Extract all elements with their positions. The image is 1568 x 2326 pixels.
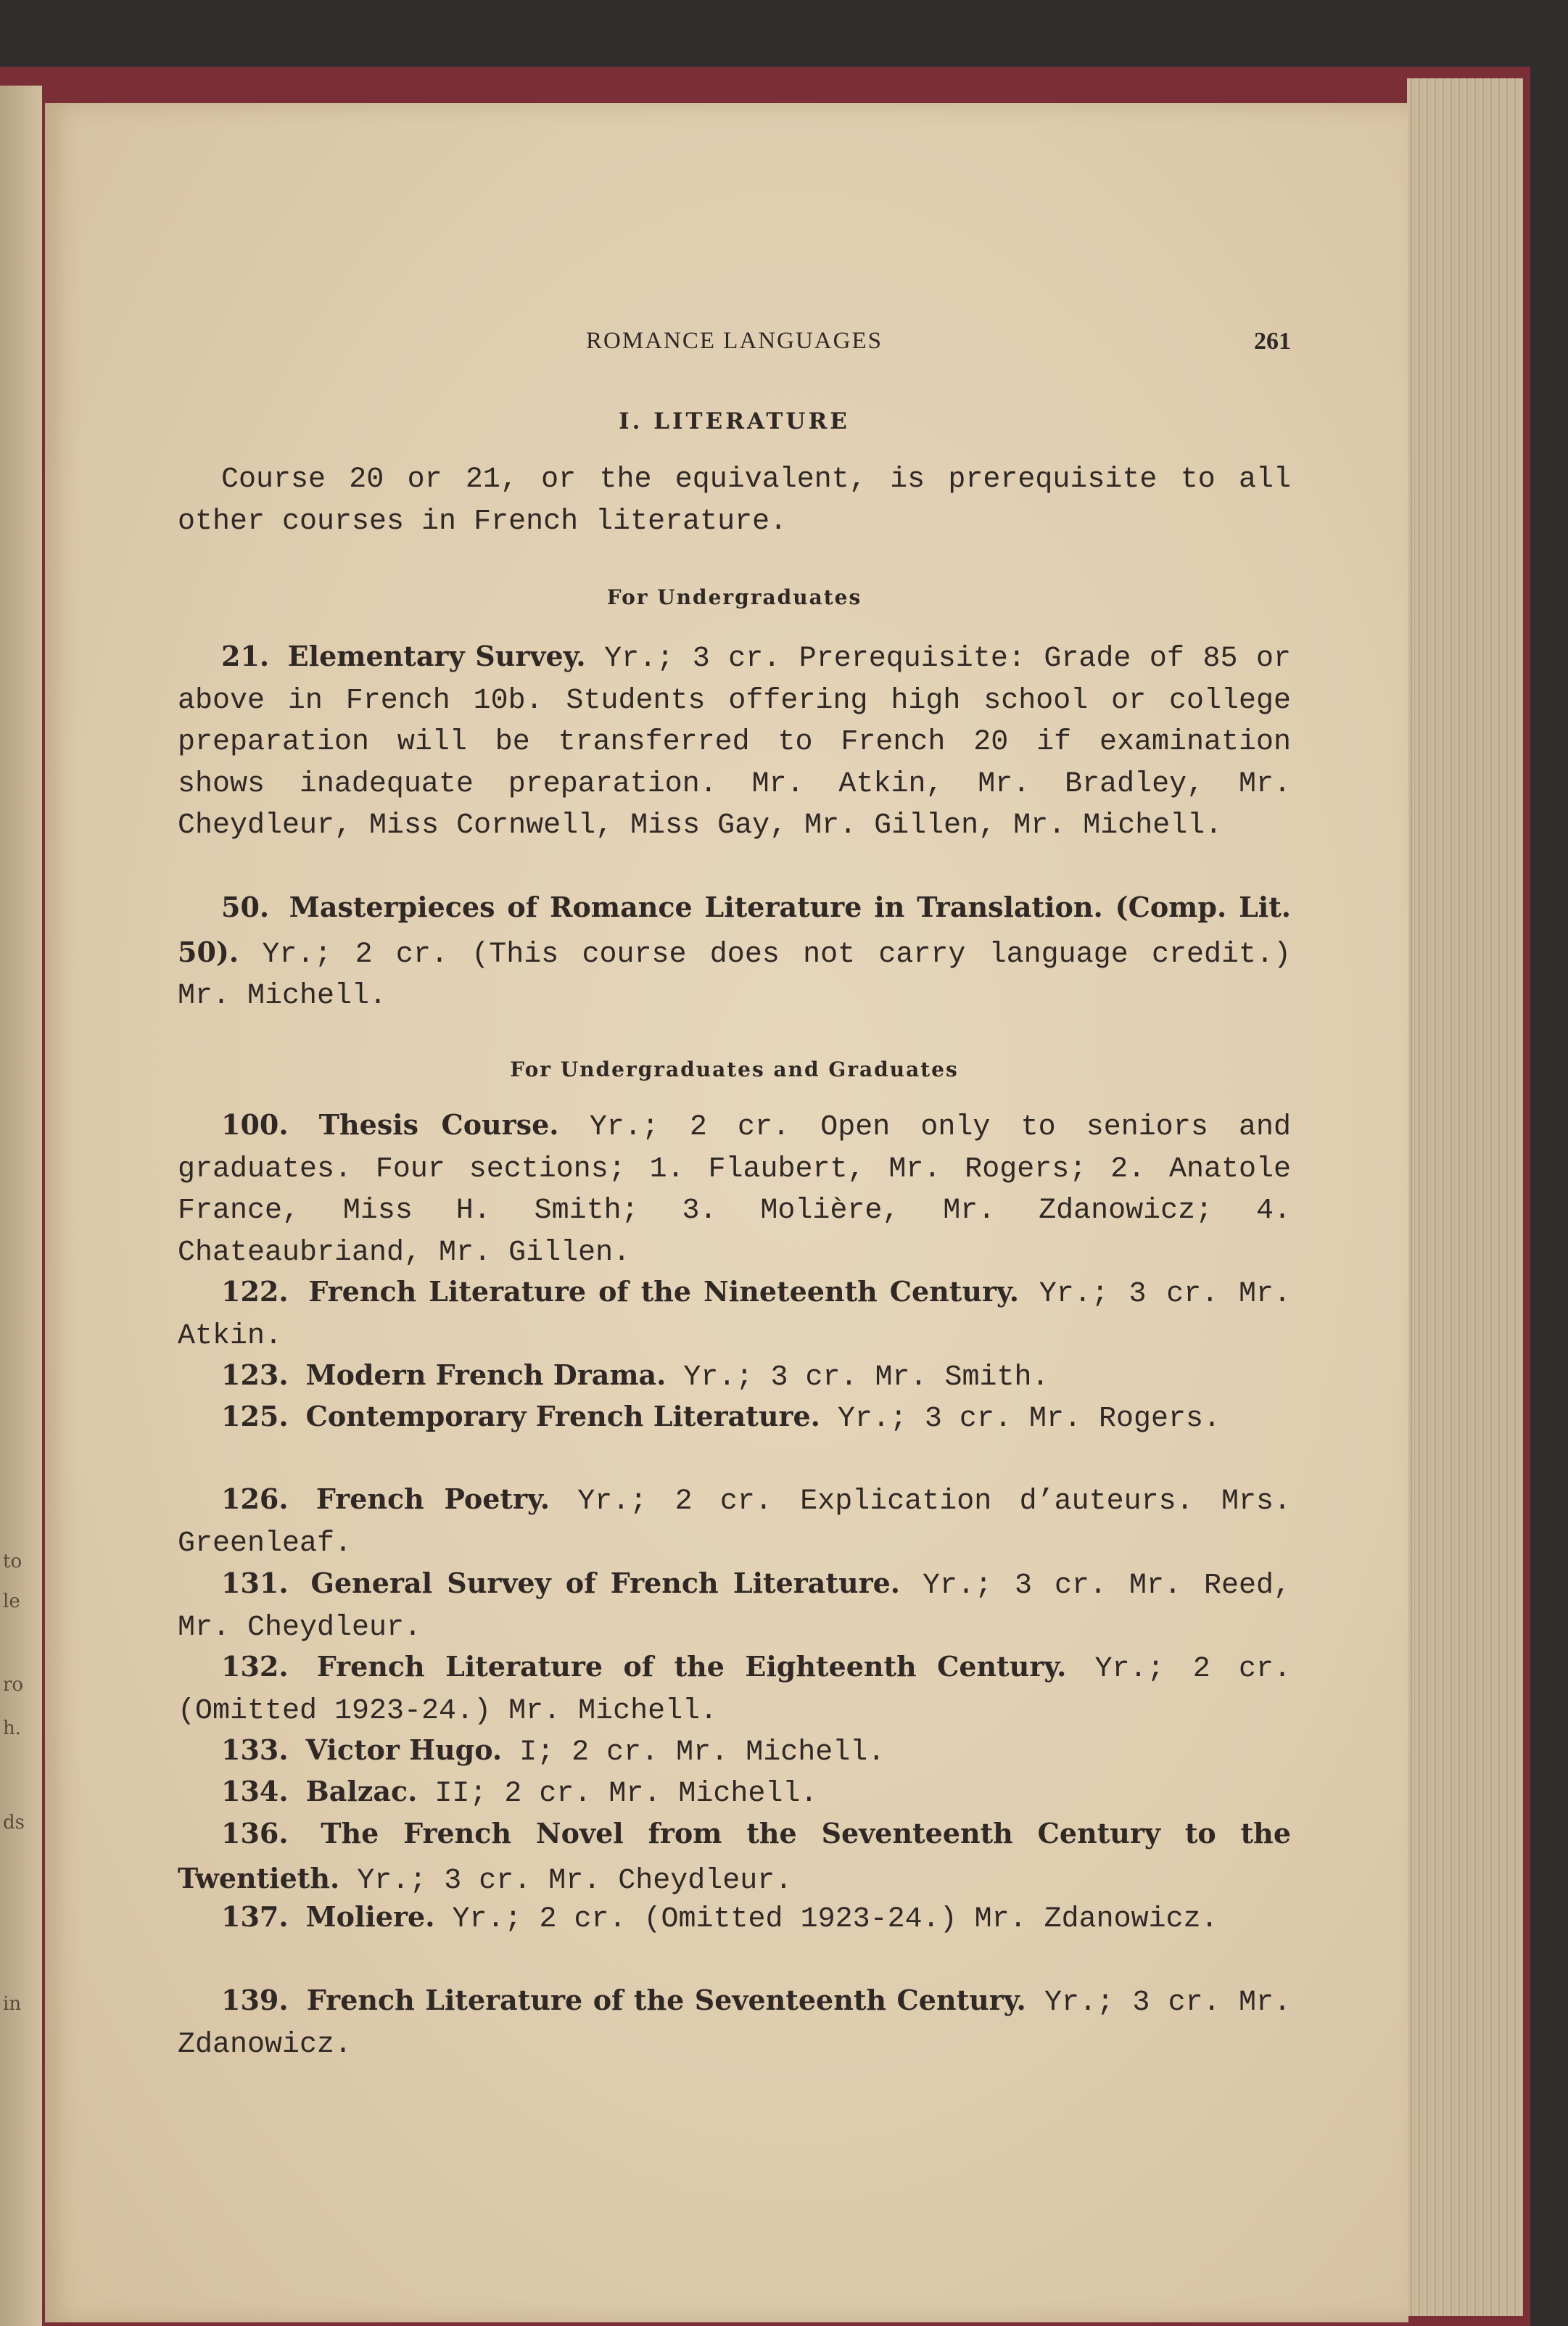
book-page — [45, 103, 1408, 2322]
previous-page-fragment: h. — [3, 1717, 22, 1739]
course-details: Yr.; 2 cr. (This course does not carry language credit.) Mr. Michell. — [178, 938, 1291, 1013]
course-number: 50. — [221, 891, 270, 923]
course-entry — [178, 1729, 1291, 1774]
course-title: Thesis Course. — [318, 1108, 559, 1141]
course-entry — [178, 1395, 1291, 1440]
course-details: Yr.; 2 cr. Explication d’auteurs. Mrs. Greenleaf. — [178, 1485, 1291, 1560]
previous-page-fragment: ro — [3, 1674, 24, 1696]
course-details: I; 2 cr. Mr. Michell. — [519, 1736, 886, 1769]
course-number: 122. — [221, 1275, 289, 1308]
course-number: 134. — [221, 1775, 289, 1807]
course-entry — [178, 1562, 1291, 1649]
course-entry — [178, 1812, 1291, 1902]
course-number: 139. — [221, 1984, 289, 2016]
course-title: Elementary Survey. — [287, 640, 586, 672]
course-entry — [178, 1979, 1291, 2066]
course-number: 136. — [221, 1817, 289, 1849]
course-entry — [178, 1770, 1291, 1815]
section-intro: Course 20 or 21, or the equivalent, is prerequisite to all other courses in French literature. — [178, 463, 1291, 538]
course-entry — [178, 1478, 1291, 1564]
page-stack-edge — [1407, 78, 1523, 2316]
previous-page-fragment: in — [3, 1993, 22, 2015]
course-title: French Literature of the Nineteenth Century. — [308, 1275, 1019, 1308]
course-details: Yr.; 3 cr. Mr. Smith. — [683, 1361, 1049, 1394]
course-details: Yr.; 3 cr. Mr. Cheydleur. — [357, 1864, 793, 1897]
previous-page-fragment: le — [3, 1591, 20, 1612]
course-details: Yr.; 2 cr. (Omitted 1923-24.) Mr. Michell. — [178, 1653, 1291, 1728]
course-title: Masterpieces of Romance Literature in Translation. (Comp. Lit. 50). — [178, 891, 1292, 968]
course-title: Contemporary French Literature. — [305, 1400, 820, 1432]
course-entry — [178, 1104, 1291, 1274]
previous-page-edge — [0, 86, 42, 2326]
course-details: Yr.; 3 cr. Mr. Reed, Mr. Cheydleur. — [178, 1570, 1291, 1644]
course-details: Yr.; 2 cr. (Omitted 1923-24.) Mr. Zdanowicz. — [452, 1903, 1218, 1936]
course-number: 126. — [221, 1482, 289, 1515]
course-entry — [178, 1646, 1291, 1732]
course-entry — [178, 1896, 1291, 1941]
course-title: General Survey of French Literature. — [310, 1567, 901, 1599]
running-head — [178, 328, 1291, 364]
course-details: Yr.; 3 cr. Prerequisite: Grade of 85 or above in French 10b. Students offering high school or college preparation will be transferred to French 20 if examination shows inadequate preparation. Mr. Atkin, Mr. Bradley, Mr. Cheydleur, Miss Cornwell, Miss Gay, Mr. Gillen, Mr. Michell. — [178, 643, 1292, 842]
previous-page-fragment: ds — [3, 1812, 25, 1834]
course-title: French Literature of the Eighteenth Century. — [316, 1650, 1067, 1683]
course-entry — [178, 1271, 1291, 1357]
course-details: Yr.; 3 cr. Mr. Rogers. — [837, 1403, 1221, 1435]
section-title: I. LITERATURE — [619, 408, 850, 434]
course-entry — [178, 635, 1291, 847]
course-number: 21. — [221, 640, 270, 672]
course-number: 125. — [221, 1400, 289, 1432]
course-details: Yr.; 3 cr. Mr. Zdanowicz. — [178, 1987, 1291, 2061]
course-number: 137. — [221, 1900, 289, 1933]
page-number: 261 — [1254, 328, 1291, 355]
course-details: Yr.; 3 cr. Mr. Atkin. — [178, 1278, 1291, 1353]
course-entry — [178, 886, 1291, 1018]
subhead-undergraduates-graduates: For Undergraduates and Graduates — [510, 1057, 959, 1081]
course-title: Modern French Drama. — [305, 1358, 667, 1391]
course-details: Yr.; 2 cr. Open only to seniors and graduates. Four sections; 1. Flaubert, Mr. Rogers; 2. Anatole France, Miss H. Smith; 3. Molière, Mr. Zdanowicz; 4. Chateaubriand, Mr. Gillen. — [178, 1111, 1292, 1269]
course-title: Victor Hugo. — [305, 1733, 503, 1766]
course-title: French Poetry. — [315, 1482, 550, 1515]
course-entry — [178, 1354, 1291, 1399]
course-number: 131. — [221, 1567, 289, 1599]
course-number: 132. — [221, 1650, 289, 1683]
course-number: 123. — [221, 1358, 289, 1391]
course-title: The French Novel from the Seventeenth Century to the Twentieth. — [178, 1817, 1291, 1894]
course-title: French Literature of the Seventeenth Century. — [306, 1984, 1026, 2016]
running-title: ROMANCE LANGUAGES — [586, 328, 883, 354]
course-number: 133. — [221, 1733, 289, 1766]
course-details: II; 2 cr. Mr. Michell. — [434, 1778, 818, 1810]
previous-page-fragment: to — [3, 1551, 22, 1572]
course-title: Moliere. — [305, 1900, 435, 1933]
course-number: 100. — [221, 1108, 289, 1141]
subhead-undergraduates: For Undergraduates — [606, 585, 862, 609]
course-title: Balzac. — [305, 1775, 418, 1807]
